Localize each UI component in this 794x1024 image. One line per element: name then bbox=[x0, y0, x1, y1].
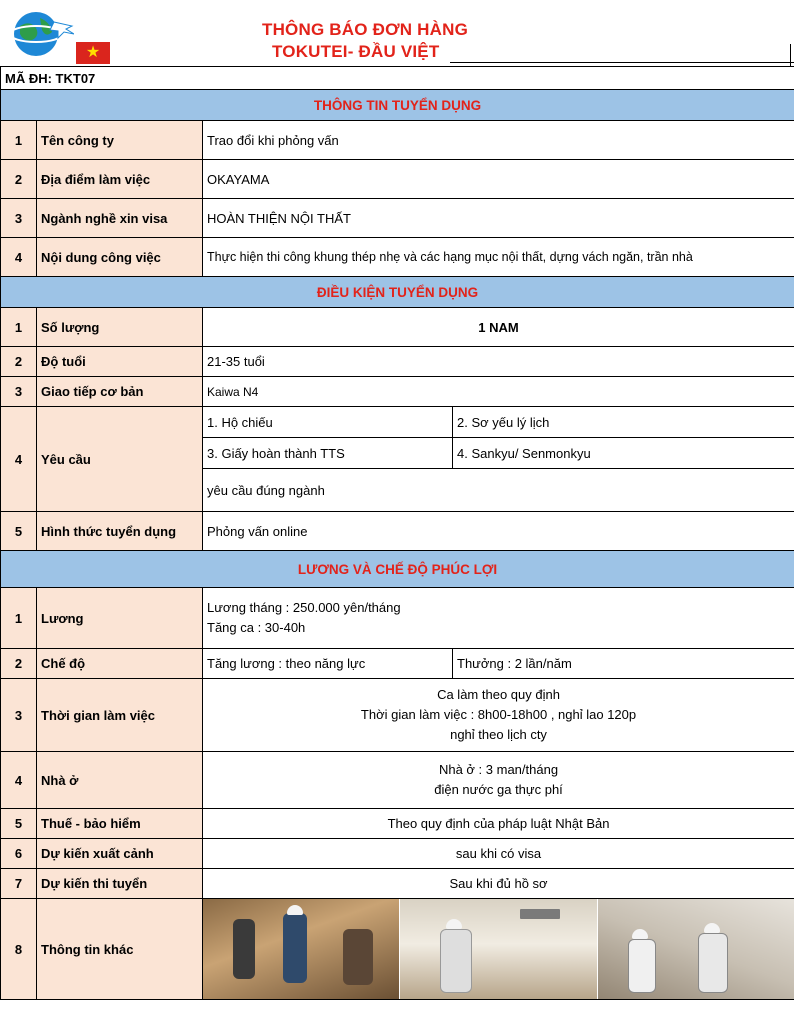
table-row bbox=[1, 512, 794, 551]
table-row bbox=[1, 752, 794, 809]
row-label: Thông tin khác bbox=[37, 899, 203, 1000]
row-label: Nội dung công việc bbox=[37, 238, 203, 277]
recruit-form-value: Phỏng vấn online bbox=[203, 512, 794, 551]
page-title: THÔNG BÁO ĐƠN HÀNG bbox=[262, 20, 469, 39]
worker-photo-strip bbox=[203, 899, 794, 999]
row-number: 4 bbox=[1, 752, 37, 809]
row-number: 2 bbox=[1, 347, 37, 377]
housing-line: điện nước ga thực phí bbox=[434, 782, 563, 797]
table-row bbox=[1, 121, 794, 160]
work-time-line: Ca làm theo quy định bbox=[437, 687, 560, 702]
overtime-line: Tăng ca : 30-40h bbox=[207, 620, 306, 635]
row-number: 3 bbox=[1, 377, 37, 407]
section-title-salary-benefits: LƯƠNG VÀ CHẾ ĐỘ PHÚC LỢI bbox=[1, 551, 794, 588]
tax-value: Theo quy định của pháp luật Nhật Bản bbox=[203, 809, 794, 839]
row-label: Ngành nghề xin visa bbox=[37, 199, 203, 238]
row-label: Yêu cầu bbox=[37, 407, 203, 512]
row-number: 2 bbox=[1, 160, 37, 199]
row-number: 6 bbox=[1, 839, 37, 869]
requirement-item: 3. Giấy hoàn thành TTS bbox=[203, 438, 453, 469]
table-row bbox=[1, 308, 794, 347]
worker-photo bbox=[598, 899, 794, 999]
row-number: 4 bbox=[1, 407, 37, 512]
bonus-value: Thưởng : 2 lần/năm bbox=[453, 649, 794, 679]
table-row bbox=[1, 869, 794, 899]
row-number: 1 bbox=[1, 121, 37, 160]
row-number: 5 bbox=[1, 512, 37, 551]
header bbox=[0, 0, 794, 64]
requirement-item: 4. Sankyu/ Senmonkyu bbox=[453, 438, 794, 469]
communication-value: Kaiwa N4 bbox=[203, 377, 794, 407]
row-label: Địa điểm làm việc bbox=[37, 160, 203, 199]
table-row bbox=[1, 199, 794, 238]
row-label: Chế độ bbox=[37, 649, 203, 679]
table-row bbox=[1, 649, 794, 679]
row-label: Hình thức tuyển dụng bbox=[37, 512, 203, 551]
row-label: Nhà ở bbox=[37, 752, 203, 809]
order-code: MÃ ĐH: TKT07 bbox=[1, 67, 794, 90]
visa-field-value: HOÀN THIỆN NỘI THẤT bbox=[203, 199, 794, 238]
company-name-value: Trao đổi khi phỏng vấn bbox=[203, 121, 794, 160]
table-row bbox=[1, 377, 794, 407]
table-row bbox=[1, 588, 794, 649]
section-title-recruitment-info: THÔNG TIN TUYỂN DỤNG bbox=[1, 90, 794, 121]
table-row bbox=[1, 407, 794, 438]
row-label: Thời gian làm việc bbox=[37, 679, 203, 752]
header-divider bbox=[450, 62, 794, 65]
requirement-item: 2. Sơ yếu lý lịch bbox=[453, 407, 794, 438]
exam-value: Sau khi đủ hồ sơ bbox=[203, 869, 794, 899]
row-number: 2 bbox=[1, 649, 37, 679]
row-label: Tên công ty bbox=[37, 121, 203, 160]
row-label: Thuế - bảo hiểm bbox=[37, 809, 203, 839]
row-number: 1 bbox=[1, 588, 37, 649]
table-row bbox=[1, 679, 794, 752]
worker-photo bbox=[203, 899, 400, 999]
table-row bbox=[1, 899, 794, 1000]
header-edge bbox=[790, 44, 791, 66]
salary-line: Lương tháng : 250.000 yên/tháng bbox=[207, 600, 401, 615]
salary-value bbox=[203, 588, 794, 649]
row-number: 3 bbox=[1, 679, 37, 752]
row-number: 7 bbox=[1, 869, 37, 899]
page-subtitle: TOKUTEI- ĐẦU VIỆT bbox=[272, 42, 440, 61]
quantity-value: 1 NAM bbox=[203, 308, 794, 347]
requirement-note: yêu cầu đúng ngành bbox=[203, 469, 794, 512]
row-number: 1 bbox=[1, 308, 37, 347]
table-row bbox=[1, 839, 794, 869]
requirement-item: 1. Hộ chiếu bbox=[203, 407, 453, 438]
table-row bbox=[1, 809, 794, 839]
raise-value: Tăng lương : theo năng lực bbox=[203, 649, 453, 679]
row-label: Số lượng bbox=[37, 308, 203, 347]
age-value: 21-35 tuổi bbox=[203, 347, 794, 377]
table-row bbox=[1, 238, 794, 277]
row-number: 4 bbox=[1, 238, 37, 277]
row-label: Dự kiến xuất cảnh bbox=[37, 839, 203, 869]
work-time-value bbox=[203, 679, 794, 752]
job-description-value: Thực hiện thi công khung thép nhẹ và các hạng mục nội thất, dựng vách ngăn, trần nhà bbox=[203, 238, 794, 277]
housing-line: Nhà ở : 3 man/tháng bbox=[438, 762, 559, 777]
work-time-line: nghỉ theo lịch cty bbox=[450, 727, 547, 742]
row-label: Dự kiến thi tuyển bbox=[37, 869, 203, 899]
vietnam-flag-icon: ★ bbox=[76, 42, 110, 64]
table-row bbox=[1, 347, 794, 377]
work-location-value: OKAYAMA bbox=[203, 160, 794, 199]
globe-plane-logo-icon bbox=[6, 8, 74, 60]
row-number: 8 bbox=[1, 899, 37, 1000]
worker-photo bbox=[400, 899, 597, 999]
other-info-photos bbox=[203, 899, 794, 1000]
order-table bbox=[0, 66, 794, 1000]
row-label: Lương bbox=[37, 588, 203, 649]
row-label: Giao tiếp cơ bản bbox=[37, 377, 203, 407]
work-time-line: Thời gian làm việc : 8h00-18h00 , nghỉ lao 120p bbox=[360, 707, 637, 722]
table-row bbox=[1, 160, 794, 199]
row-number: 5 bbox=[1, 809, 37, 839]
departure-value: sau khi có visa bbox=[203, 839, 794, 869]
row-label: Độ tuổi bbox=[37, 347, 203, 377]
row-number: 3 bbox=[1, 199, 37, 238]
housing-value bbox=[203, 752, 794, 809]
section-title-recruitment-conditions: ĐIỀU KIỆN TUYỂN DỤNG bbox=[1, 277, 794, 308]
